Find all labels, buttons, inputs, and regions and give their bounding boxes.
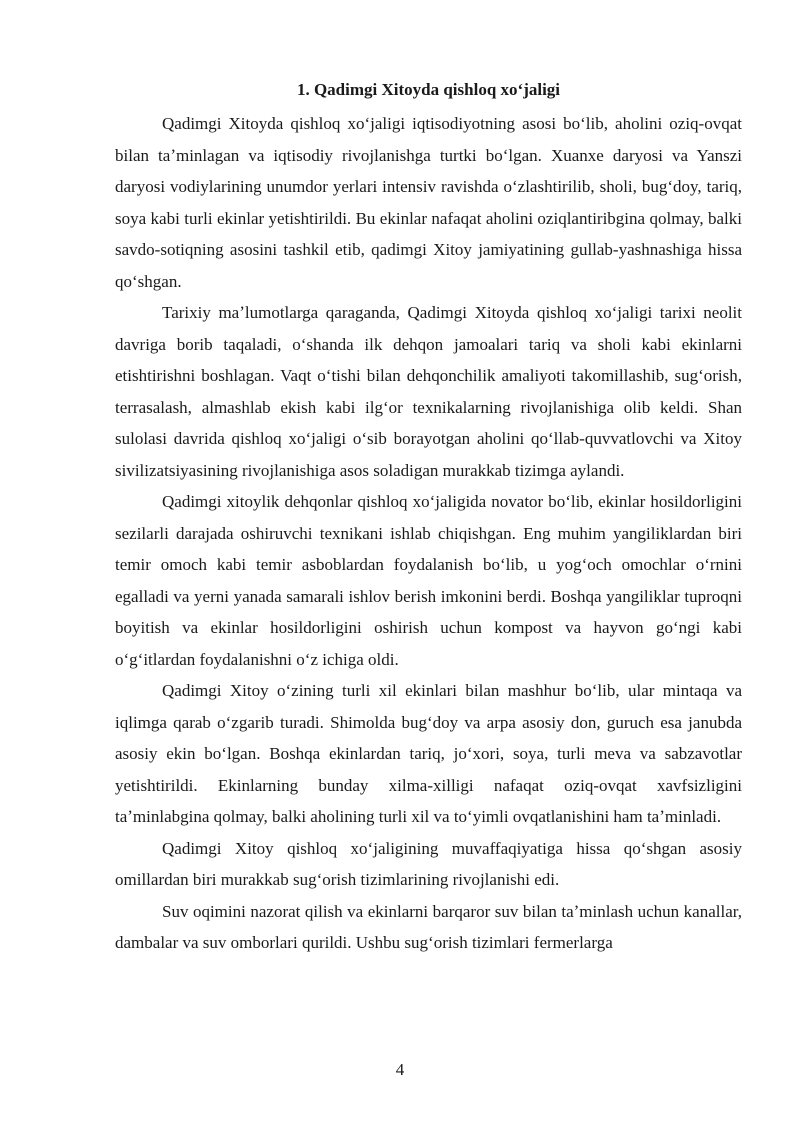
paragraph-1: Qadimgi Xitoyda qishloq xoʻjaligi iqtisodiyotning asosi boʻlib, aholini oziq-ovqat bilan taʼminlagan va iqtisodiy rivojlanishga turtki boʻlgan. Xuanxe daryosi va Yanszi daryosi vodiylarining unumdor yerlari intensiv ravishda oʻzlashtirilib, sholi, bugʻdoy, tariq, soya kabi turli ekinlar yetishtirildi. Bu ekinlar nafaqat aholini oziqlantiribgina qolmay, balki savdo-sotiqning asosini tashkil etib, qadimgi Xitoy jamiyatining gullab-yashnashiga hissa qoʻshgan.: [115, 114, 742, 291]
paragraph-2: Tarixiy maʼlumotlarga qaraganda, Qadimgi Xitoyda qishloq xoʻjaligi tarixi neolit davriga borib taqaladi, oʻshanda ilk dehqon jamoalari tariq va sholi kabi ekinlarni etishtirishni boshlagan. Vaqt oʻtishi bilan dehqonchilik amaliyoti takomillashib, sugʻorish, terrasalash, almashlab ekish kabi ilgʻor texnikalarning rivojlanishiga olib keldi. Shan sulolasi davrida qishloq xoʻjaligi oʻsib borayotgan aholini qoʻllab-quvvatlovchi va Xitoy sivilizatsiyasining rivojlanishiga asos soladigan murakkab tizimga aylandi.: [115, 303, 742, 480]
paragraph-6: Suv oqimini nazorat qilish va ekinlarni barqaror suv bilan taʼminlash uchun kanallar, dambalar va suv omborlari qurildi. Ushbu sugʻorish tizimlari fermerlarga: [115, 901, 742, 952]
page-number: 4: [395, 1060, 405, 1079]
section-heading: 1. Qadimgi Xitoyda qishloq xoʻjaligi: [296, 80, 561, 99]
paragraph-3: Qadimgi xitoylik dehqonlar qishloq xoʻjaligida novator boʻlib, ekinlar hosildorligini sezilarli darajada oshiruvchi texnikani ishlab chiqishgan. Eng muhim yangiliklardan biri temir omoch kabi temir asboblardan foydalanish boʻlib, u yogʻoch omochlar oʻrnini egalladi va yerni yanada samarali ishlov berish imkonini berdi. Boshqa yangiliklar tuproqni boyitish va ekinlar hosildorligini oshirish uchun kompost va hayvon goʻngi kabi oʻgʻitlardan foydalanishni oʻz ichiga oldi.: [115, 492, 742, 669]
paragraph-5: Qadimgi Xitoy qishloq xoʻjaligining muvaffaqiyatiga hissa qoʻshgan asosiy omillardan biri murakkab sugʻorish tizimlarining rivojlanishi edi.: [115, 838, 742, 889]
page-body: [115, 74, 742, 959]
paragraph-4: Qadimgi Xitoy oʻzining turli xil ekinlari bilan mashhur boʻlib, ular mintaqa va iqlimga qarab oʻzgarib turadi. Shimolda bugʻdoy va arpa asosiy don, guruch esa janubda asosiy ekin boʻlgan. Boshqa ekinlardan tariq, joʻxori, soya, turli meva va sabzavotlar yetishtirildi. Ekinlarning bunday xilma-xilligi nafaqat oziq-ovqat xavfsizligini taʼminlabgina qolmay, balki aholining turli xil va toʻyimli ovqatlanishini ham taʼminladi.: [115, 681, 742, 826]
